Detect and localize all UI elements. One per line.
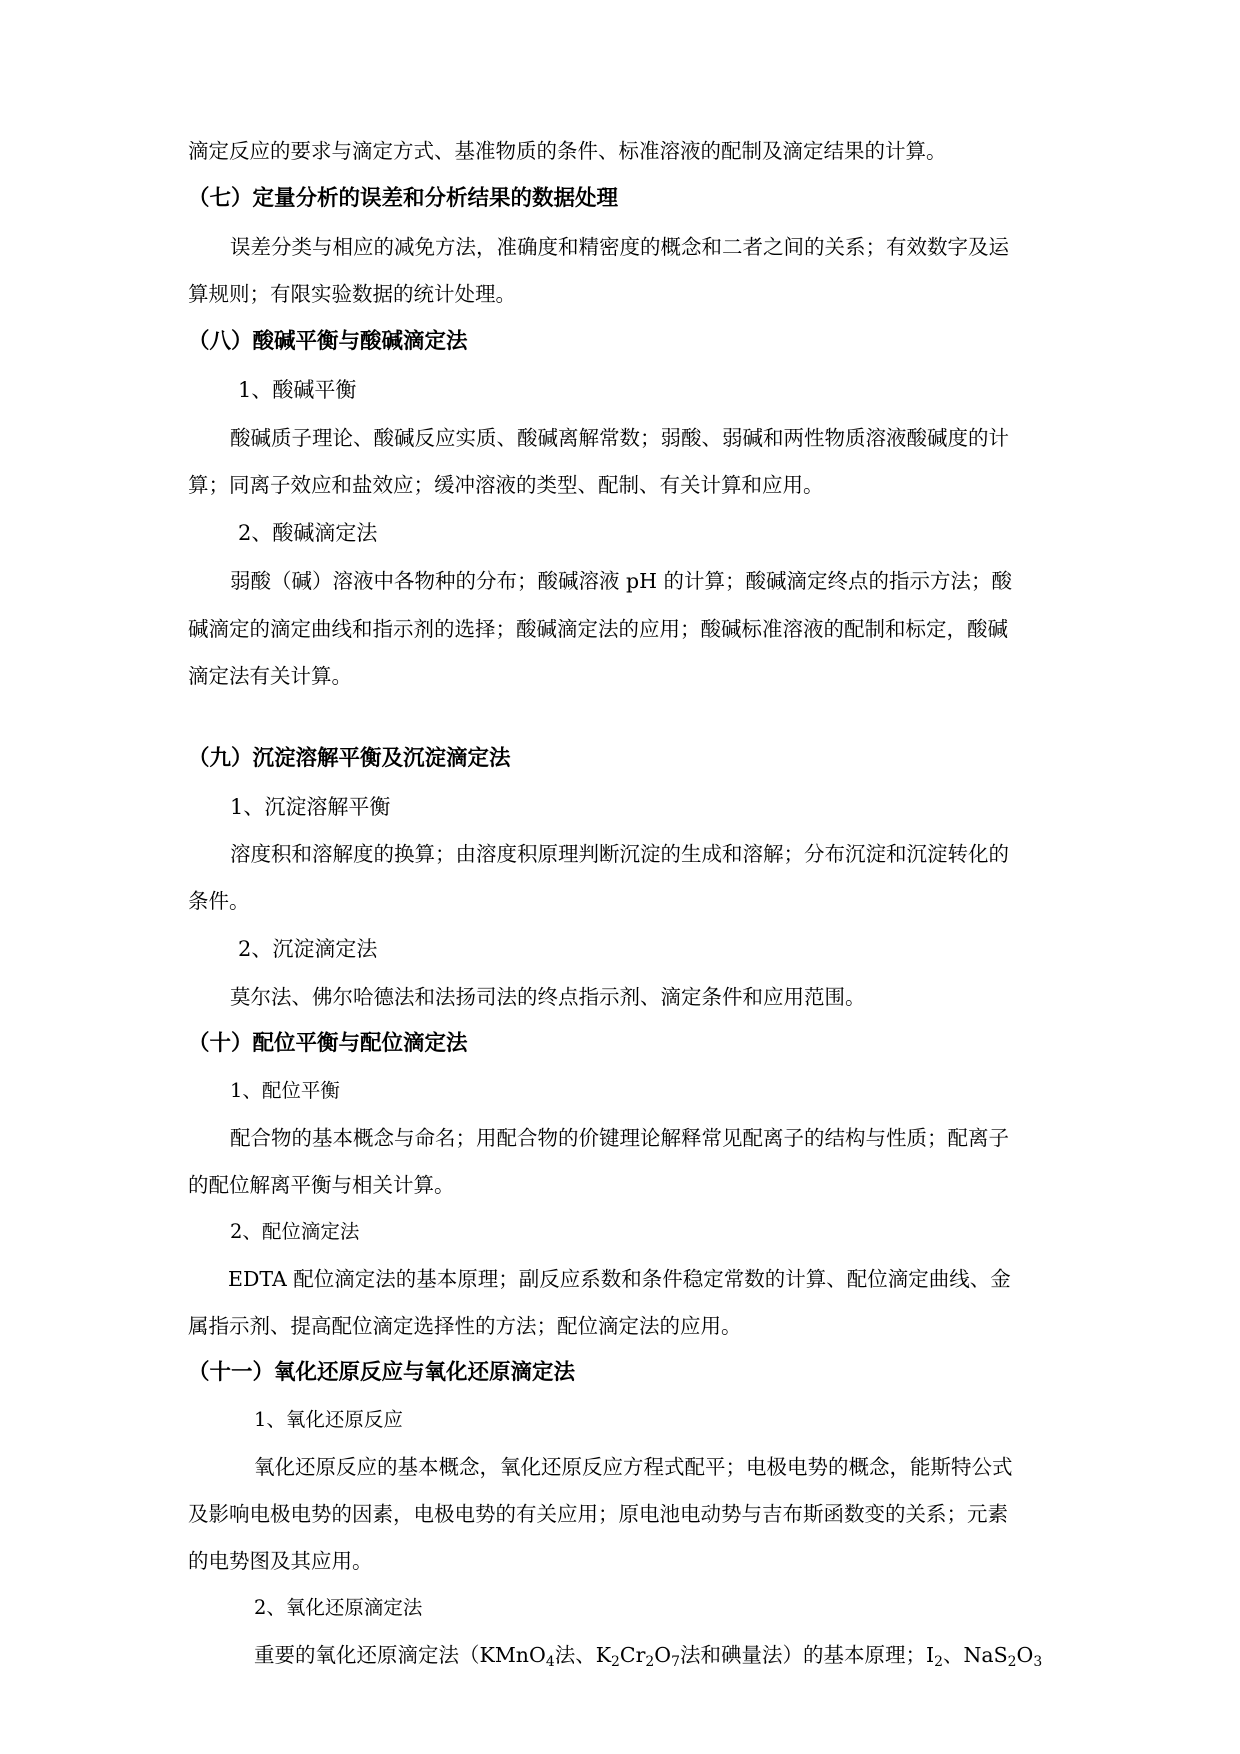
section-heading-8: （八）酸碱平衡与酸碱滴定法 [188,329,468,354]
paragraph-line: 的电势图及其应用。 [188,1549,373,1573]
paragraph-line: 及影响电极电势的因素，电极电势的有关应用；原电池电动势与吉布斯函数变的关系；元素 [188,1502,1008,1526]
section-heading-7: （七）定量分析的误差和分析结果的数据处理 [188,186,619,211]
section-heading-9: （九）沉淀溶解平衡及沉淀滴定法 [188,746,511,771]
paragraph-line: 属指示剂、提高配位滴定选择性的方法；配位滴定法的应用。 [188,1314,742,1338]
subsection-heading: 1、配位平衡 [230,1079,340,1102]
paragraph-line: 算；同离子效应和盐效应；缓冲溶液的类型、配制、有关计算和应用。 [188,473,824,497]
paragraph-line: 氧化还原反应的基本概念，氧化还原反应方程式配平；电极电势的概念，能斯特公式 [254,1455,1013,1479]
subsection-heading: 1、氧化还原反应 [254,1408,403,1431]
subsection-heading: 1、酸碱平衡 [238,378,357,402]
paragraph-line: 滴定法有关计算。 [188,664,352,688]
paragraph-line: 的配位解离平衡与相关计算。 [188,1173,455,1197]
subsection-heading: 2、配位滴定法 [230,1220,360,1243]
paragraph-line: 算规则；有限实验数据的统计处理。 [188,282,516,306]
paragraph-line: EDTA 配位滴定法的基本原理；副反应系数和条件稳定常数的计算、配位滴定曲线、金 [228,1267,1011,1291]
section-heading-10: （十）配位平衡与配位滴定法 [188,1031,468,1056]
paragraph-line: 配合物的基本概念与命名；用配合物的价键理论解释常见配离子的结构与性质；配离子 [230,1126,1009,1150]
subsection-heading: 2、酸碱滴定法 [238,521,378,545]
paragraph-line: 误差分类与相应的减免方法，准确度和精密度的概念和二者之间的关系；有效数字及运 [230,235,1009,259]
subsection-heading: 1、沉淀溶解平衡 [230,795,391,819]
paragraph-line: 条件。 [188,889,250,913]
section-heading-11: （十一）氧化还原反应与氧化还原滴定法 [188,1360,576,1385]
paragraph-line-formula: 重要的氧化还原滴定法（KMnO$_4$法、$K_2Cr_2O_7$法和碘量法）的基本原理；$I_2$、$NaS_2O_3$ [254,1643,1043,1671]
paragraph-line: 溶度积和溶解度的换算；由溶度积原理判断沉淀的生成和溶解；分布沉淀和沉淀转化的 [230,842,1009,866]
paragraph-line: 碱滴定的滴定曲线和指示剂的选择；酸碱滴定法的应用；酸碱标准溶液的配制和标定，酸碱 [188,617,1008,641]
paragraph-line: 弱酸（碱）溶液中各物种的分布；酸碱溶液 pH 的计算；酸碱滴定终点的指示方法；酸 [230,569,1013,593]
subsection-heading: 2、氧化还原滴定法 [254,1596,423,1619]
paragraph-line: 莫尔法、佛尔哈德法和法扬司法的终点指示剂、滴定条件和应用范围。 [230,985,866,1009]
subsection-heading: 2、沉淀滴定法 [238,937,378,961]
paragraph-line: 滴定反应的要求与滴定方式、基准物质的条件、标准溶液的配制及滴定结果的计算。 [188,139,947,163]
paragraph-line: 酸碱质子理论、酸碱反应实质、酸碱离解常数；弱酸、弱碱和两性物质溶液酸碱度的计 [230,426,1009,450]
